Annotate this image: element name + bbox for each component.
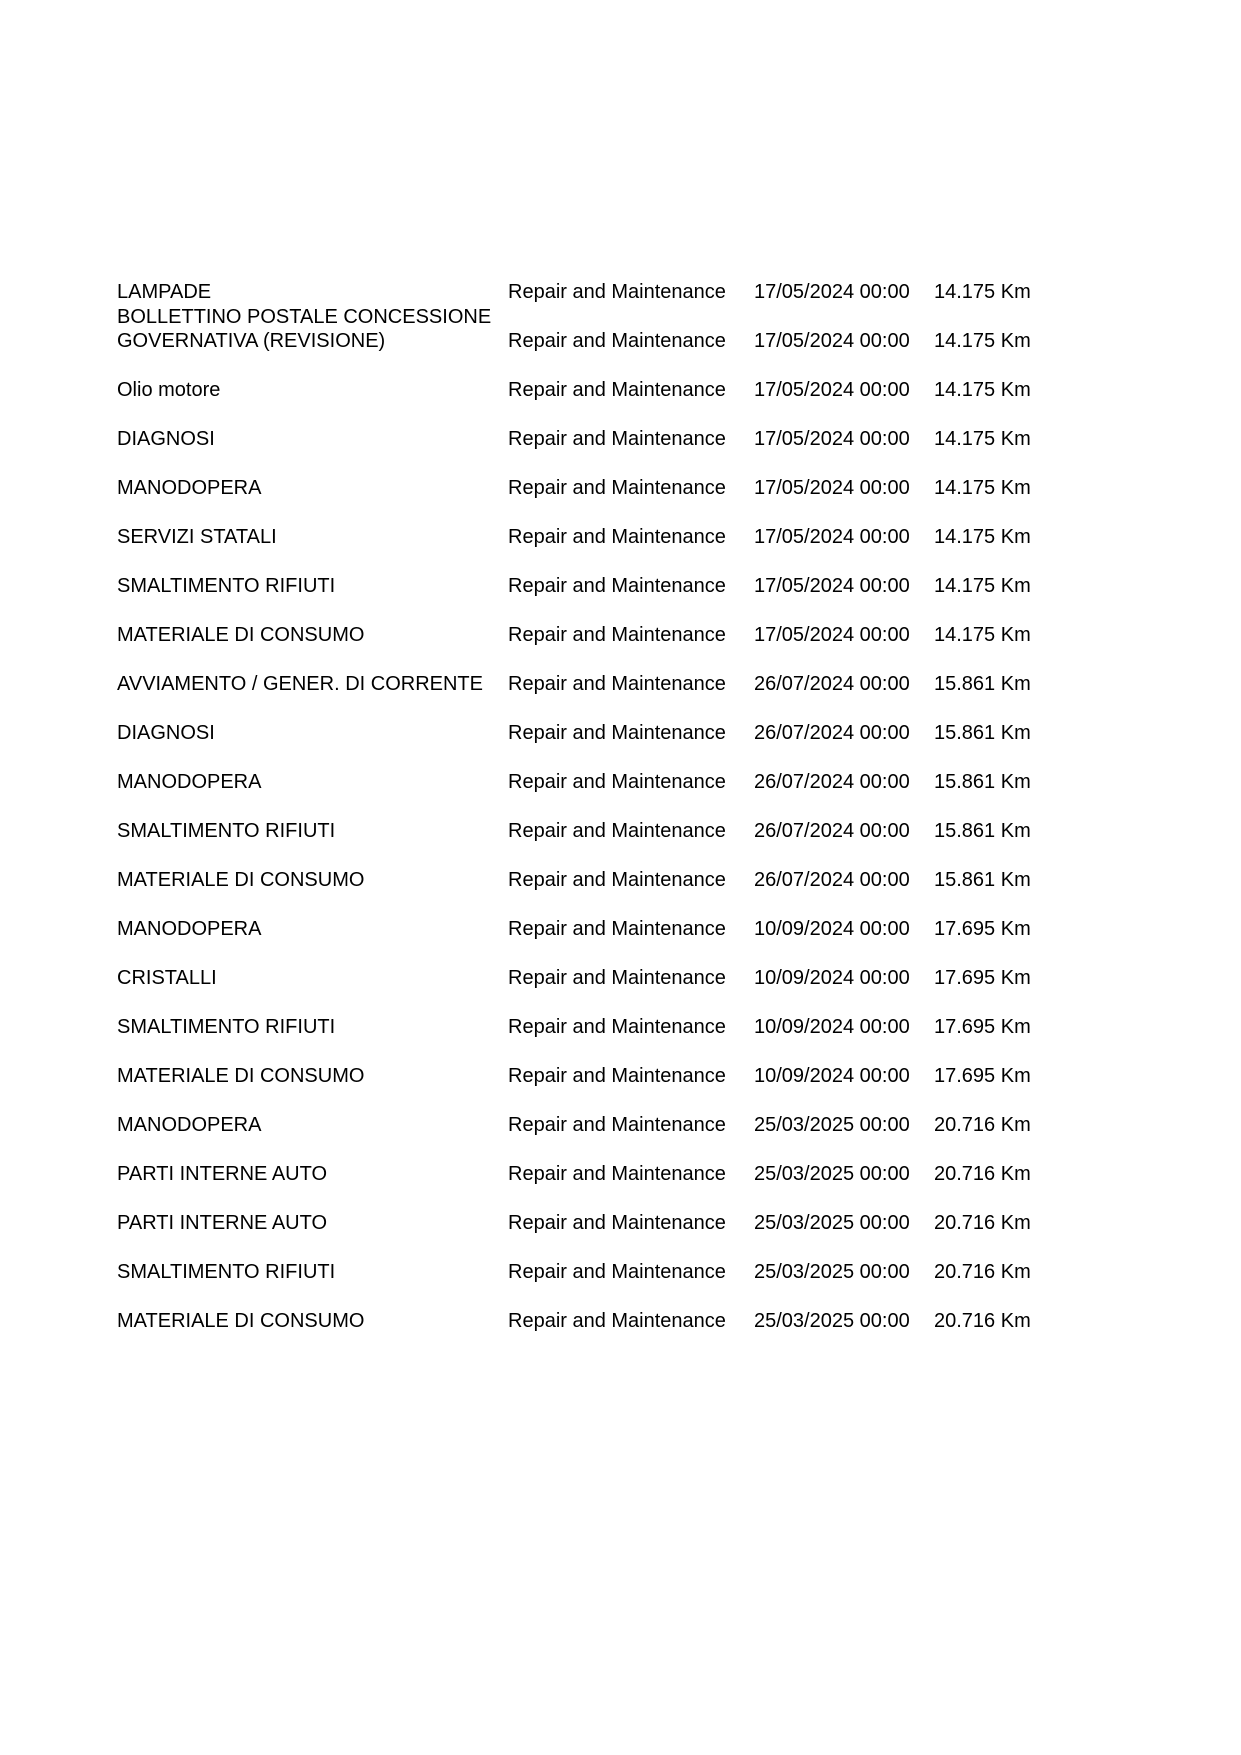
record-odometer: 14.175 Km — [934, 477, 1031, 499]
record-description-line: PARTI INTERNE AUTO — [117, 1212, 328, 1234]
record-date: 26/07/2024 00:00 — [754, 722, 910, 744]
record-category: Repair and Maintenance — [508, 330, 726, 352]
record-row — [117, 598, 1117, 647]
record-odometer: 17.695 Km — [934, 1016, 1031, 1038]
record-odometer: 17.695 Km — [934, 1065, 1031, 1087]
record-description — [117, 1015, 502, 1039]
record-description — [117, 721, 502, 745]
record-description — [117, 280, 502, 304]
record-description — [117, 917, 502, 941]
record-row — [117, 990, 1117, 1039]
record-row — [117, 1137, 1117, 1186]
maintenance-records-list — [117, 255, 1117, 1333]
record-date: 10/09/2024 00:00 — [754, 918, 910, 940]
record-category: Repair and Maintenance — [508, 1065, 726, 1087]
record-category: Repair and Maintenance — [508, 1261, 726, 1283]
record-odometer: 14.175 Km — [934, 624, 1031, 646]
record-row — [117, 794, 1117, 843]
record-date: 25/03/2025 00:00 — [754, 1310, 910, 1332]
record-description-line: MATERIALE DI CONSUMO — [117, 624, 365, 646]
record-date: 17/05/2024 00:00 — [754, 526, 910, 548]
record-row — [117, 647, 1117, 696]
record-row — [117, 696, 1117, 745]
record-description-line: Olio motore — [117, 379, 221, 401]
record-date: 10/09/2024 00:00 — [754, 967, 910, 989]
record-description-line: MATERIALE DI CONSUMO — [117, 1310, 365, 1332]
record-description-line: BOLLETTINO POSTALE CONCESSIONE — [117, 306, 492, 328]
record-category: Repair and Maintenance — [508, 428, 726, 450]
record-row — [117, 549, 1117, 598]
record-row — [117, 843, 1117, 892]
record-date: 25/03/2025 00:00 — [754, 1163, 910, 1185]
record-date: 26/07/2024 00:00 — [754, 869, 910, 891]
record-description-line: CRISTALLI — [117, 967, 217, 989]
record-description-line: DIAGNOSI — [117, 722, 215, 744]
record-description-line: SERVIZI STATALI — [117, 526, 277, 548]
record-row — [117, 255, 1117, 304]
record-description — [117, 1113, 502, 1137]
record-description — [117, 770, 502, 794]
record-date: 25/03/2025 00:00 — [754, 1114, 910, 1136]
record-odometer: 14.175 Km — [934, 428, 1031, 450]
record-description — [117, 1260, 502, 1284]
record-category: Repair and Maintenance — [508, 967, 726, 989]
record-category: Repair and Maintenance — [508, 1212, 726, 1234]
record-date: 26/07/2024 00:00 — [754, 771, 910, 793]
record-description-line: MANODOPERA — [117, 918, 262, 940]
record-odometer: 20.716 Km — [934, 1212, 1031, 1234]
record-description-line: MANODOPERA — [117, 477, 262, 499]
record-odometer: 15.861 Km — [934, 869, 1031, 891]
record-category: Repair and Maintenance — [508, 820, 726, 842]
record-description — [117, 966, 502, 990]
record-description — [117, 672, 502, 696]
record-odometer: 20.716 Km — [934, 1261, 1031, 1283]
record-date: 26/07/2024 00:00 — [754, 673, 910, 695]
record-odometer: 14.175 Km — [934, 526, 1031, 548]
record-odometer: 14.175 Km — [934, 379, 1031, 401]
record-description-line: MANODOPERA — [117, 1114, 262, 1136]
record-description-line: DIAGNOSI — [117, 428, 215, 450]
record-category: Repair and Maintenance — [508, 281, 726, 303]
record-category: Repair and Maintenance — [508, 1016, 726, 1038]
record-category: Repair and Maintenance — [508, 379, 726, 401]
record-date: 17/05/2024 00:00 — [754, 624, 910, 646]
record-odometer: 20.716 Km — [934, 1114, 1031, 1136]
record-description-line: SMALTIMENTO RIFIUTI — [117, 820, 336, 842]
record-row — [117, 451, 1117, 500]
record-odometer: 15.861 Km — [934, 820, 1031, 842]
record-row — [117, 304, 1117, 353]
record-description — [117, 427, 502, 451]
record-row — [117, 1039, 1117, 1088]
record-category: Repair and Maintenance — [508, 673, 726, 695]
record-description — [117, 1064, 502, 1088]
record-row — [117, 892, 1117, 941]
record-description-line: SMALTIMENTO RIFIUTI — [117, 1261, 336, 1283]
record-description — [117, 378, 502, 402]
record-description-line: MANODOPERA — [117, 771, 262, 793]
record-odometer: 20.716 Km — [934, 1163, 1031, 1185]
record-date: 10/09/2024 00:00 — [754, 1065, 910, 1087]
record-row — [117, 1235, 1117, 1284]
record-odometer: 17.695 Km — [934, 967, 1031, 989]
record-odometer: 17.695 Km — [934, 918, 1031, 940]
record-description-line: LAMPADE — [117, 281, 212, 303]
record-row — [117, 941, 1117, 990]
record-row — [117, 500, 1117, 549]
record-category: Repair and Maintenance — [508, 771, 726, 793]
record-description-line: SMALTIMENTO RIFIUTI — [117, 1016, 336, 1038]
record-row — [117, 745, 1117, 794]
record-description-line: PARTI INTERNE AUTO — [117, 1163, 328, 1185]
record-description-line: MATERIALE DI CONSUMO — [117, 1065, 365, 1087]
record-date: 17/05/2024 00:00 — [754, 575, 910, 597]
record-date: 17/05/2024 00:00 — [754, 281, 910, 303]
record-row — [117, 1088, 1117, 1137]
record-category: Repair and Maintenance — [508, 575, 726, 597]
record-description — [117, 623, 502, 647]
record-odometer: 15.861 Km — [934, 673, 1031, 695]
record-date: 10/09/2024 00:00 — [754, 1016, 910, 1038]
record-description — [117, 525, 502, 549]
record-date: 17/05/2024 00:00 — [754, 477, 910, 499]
record-category: Repair and Maintenance — [508, 1114, 726, 1136]
record-date: 25/03/2025 00:00 — [754, 1212, 910, 1234]
record-category: Repair and Maintenance — [508, 1163, 726, 1185]
record-odometer: 20.716 Km — [934, 1310, 1031, 1332]
record-row — [117, 402, 1117, 451]
record-description — [117, 1211, 502, 1235]
record-description — [117, 819, 502, 843]
record-odometer: 15.861 Km — [934, 722, 1031, 744]
record-odometer: 15.861 Km — [934, 771, 1031, 793]
record-date: 25/03/2025 00:00 — [754, 1261, 910, 1283]
record-row — [117, 1284, 1117, 1333]
record-description-line: SMALTIMENTO RIFIUTI — [117, 575, 336, 597]
record-category: Repair and Maintenance — [508, 477, 726, 499]
record-date: 26/07/2024 00:00 — [754, 820, 910, 842]
record-description — [117, 476, 502, 500]
record-date: 17/05/2024 00:00 — [754, 379, 910, 401]
record-category: Repair and Maintenance — [508, 918, 726, 940]
record-category: Repair and Maintenance — [508, 722, 726, 744]
record-description — [117, 305, 502, 353]
record-description — [117, 574, 502, 598]
record-category: Repair and Maintenance — [508, 526, 726, 548]
record-category: Repair and Maintenance — [508, 869, 726, 891]
record-odometer: 14.175 Km — [934, 575, 1031, 597]
record-description — [117, 1309, 502, 1333]
record-category: Repair and Maintenance — [508, 624, 726, 646]
record-odometer: 14.175 Km — [934, 281, 1031, 303]
record-description — [117, 1162, 502, 1186]
record-date: 17/05/2024 00:00 — [754, 330, 910, 352]
record-row — [117, 1186, 1117, 1235]
record-description-line: MATERIALE DI CONSUMO — [117, 869, 365, 891]
record-category: Repair and Maintenance — [508, 1310, 726, 1332]
record-row — [117, 353, 1117, 402]
record-description-line: GOVERNATIVA (REVISIONE) — [117, 330, 386, 352]
record-date: 17/05/2024 00:00 — [754, 428, 910, 450]
record-odometer: 14.175 Km — [934, 330, 1031, 352]
record-description-line: AVVIAMENTO / GENER. DI CORRENTE — [117, 673, 483, 695]
record-description — [117, 868, 502, 892]
